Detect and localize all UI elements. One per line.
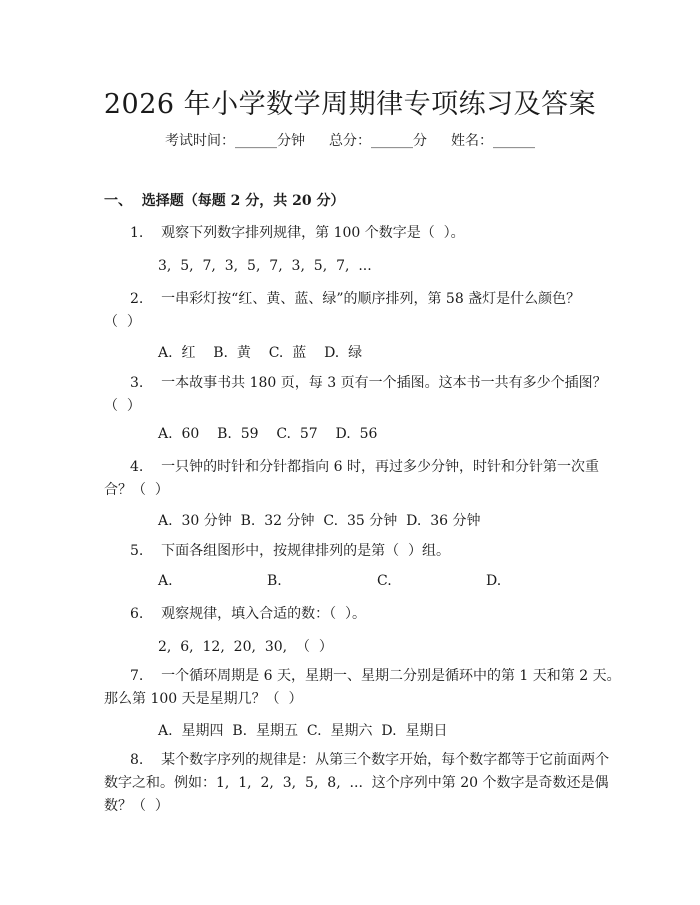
question-4-options: A. 30 分钟 B. 32 分钟 C. 35 分钟 D. 36 分钟: [158, 513, 481, 529]
question-4-text: 4. 一只钟的时针和分针都指向 6 时，再过多少分钟，时针和分针第一次重: [130, 459, 599, 475]
question-1-sequence: 3, 5, 7, 3, 5, 7, 3, 5, 7, ...: [158, 258, 372, 274]
question-7-options: A. 星期四 B. 星期五 C. 星期六 D. 星期日: [158, 723, 448, 739]
question-2-text-cont: （ ）: [104, 314, 141, 330]
question-5-option-a: A.: [158, 573, 173, 589]
question-6-sequence: 2, 6, 12, 20, 30, （ ）: [158, 639, 333, 655]
question-3-options: A. 60 B. 59 C. 57 D. 56: [158, 426, 378, 442]
question-8-text-cont: 数字之和。例如：1, 1, 2, 3, 5, 8, ... 这个序列中第 20 个数字是奇数还是偶: [104, 775, 609, 791]
question-4-text-cont: 合？（ ）: [104, 482, 169, 498]
question-5-text: 5. 下面各组图形中，按规律排列的是第（ ）组。: [130, 543, 451, 559]
student-name-field: 姓名：______: [451, 133, 535, 149]
question-6-text: 6. 观察规律，填入合适的数：（ ）。: [130, 606, 367, 622]
question-3-text-cont: （ ）: [104, 398, 141, 414]
question-3-text: 3. 一本故事书共 180 页，每 3 页有一个插图。这本书一共有多少个插图？: [130, 375, 607, 391]
section-heading-multiple-choice: 一、 选择题（每题 2 分，共 20 分）: [104, 193, 345, 209]
total-score-field: 总分：______分: [329, 133, 427, 149]
question-5-option-c: C.: [377, 573, 392, 589]
question-8-text-cont2: 数？（ ）: [104, 798, 169, 814]
question-7-text: 7. 一个循环周期是 6 天，星期一、星期二分别是循环中的第 1 天和第 2 天。: [130, 668, 621, 684]
question-2-options: A. 红 B. 黄 C. 蓝 D. 绿: [158, 345, 363, 361]
question-5-option-b: B.: [267, 573, 282, 589]
question-8-text: 8. 某个数字序列的规律是：从第三个数字开始，每个数字都等于它前面两个: [130, 752, 610, 768]
question-1-text: 1. 观察下列数字排列规律，第 100 个数字是（ ）。: [130, 225, 465, 241]
question-5-option-d: D.: [486, 573, 502, 589]
question-7-text-cont: 那么第 100 天是星期几？（ ）: [104, 691, 303, 707]
exam-time-field: 考试时间：______分钟: [165, 133, 305, 149]
question-2-text: 2. 一串彩灯按“红、黄、蓝、绿”的顺序排列，第 58 盏灯是什么颜色？: [130, 291, 581, 307]
exam-info-line: [0, 130, 700, 150]
document-title: 2026 年小学数学周期律专项练习及答案: [103, 89, 597, 120]
